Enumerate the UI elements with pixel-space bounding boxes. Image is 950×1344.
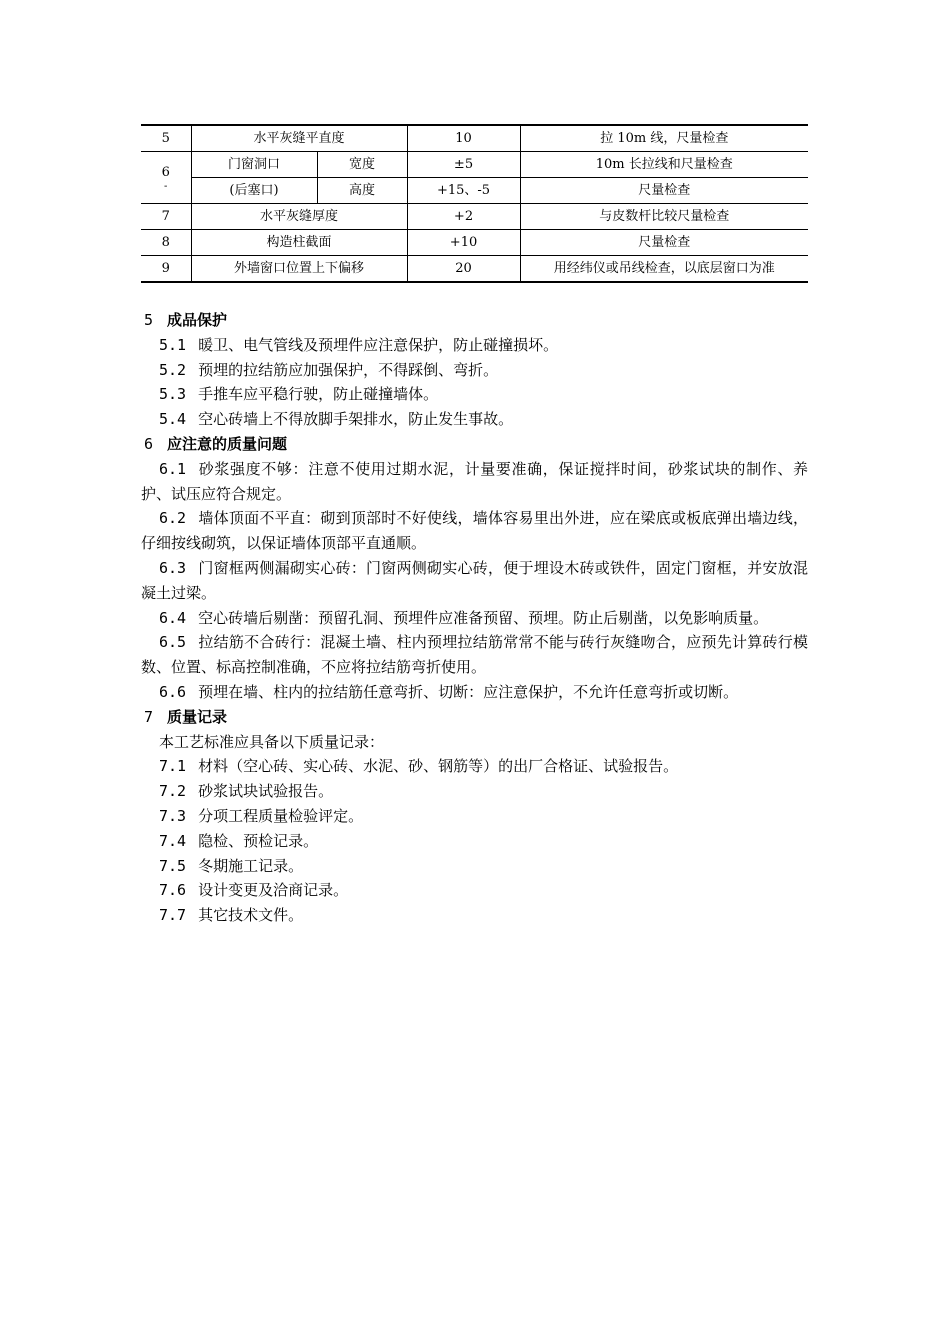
paragraph-7-1: 7.1 材料（空心砖、实心砖、水泥、砂、钢筋等）的出厂合格证、试验报告。 [159,757,679,776]
paragraph-7-intro: 本工艺标准应具备以下质量记录： [159,732,385,751]
paragraph-5-2: 5.2 预埋的拉结筋应加强保护，不得踩倒、弯折。 [159,360,499,379]
check-item: 外墙窗口位置上下偏移 [191,256,407,283]
paragraph-6-4: 6.4 空心砖墙后剔凿：预留孔洞、预埋件应准备预留、预埋。防止后剔凿，以免影响质量。 [159,608,769,627]
tolerance-value: +15、-5 [407,178,520,204]
row-number: 5 [141,125,191,152]
check-item: 门窗洞口 [191,152,317,178]
row-number: 9 [141,256,191,283]
check-item-continued: (后塞口) [191,178,317,204]
row-number-text: 6 [161,164,170,180]
paragraph-6-2: 6.2 墙体顶面不平直：砌到顶部时不好使线，墙体容易里出外进，应在梁底或板底弹出墙边线，仔细按线砌筑，以保证墙体顶部平直通顺。 [141,509,808,553]
paragraph-6-5: 6.5 拉结筋不合砖行：混凝土墙、柱内预埋拉结筋常常不能与砖行灰缝吻合，应预先计算砖行模数、位置、标高控制准确，不应将拉结筋弯折使用。 [141,633,808,677]
check-subitem: 高度 [317,178,407,204]
paragraph-7-3: 7.3 分项工程质量检验评定。 [159,806,364,825]
section-heading-6: 6 应注意的质量问题 [144,434,288,453]
tolerance-value: 20 [407,256,520,283]
check-method: 拉 10m 线，尺量检查 [520,125,808,152]
row-number: 7 [141,204,191,230]
check-item: 水平灰缝厚度 [191,204,407,230]
check-item: 水平灰缝平直度 [191,125,407,152]
paragraph-5-3: 5.3 手推车应平稳行驶，防止碰撞墙体。 [159,385,439,404]
check-method: 用经纬仪或吊线检查，以底层窗口为准 [520,256,808,283]
paragraph-7-4: 7.4 隐检、预检记录。 [159,831,319,850]
paragraph-6-3: 6.3 门窗框两侧漏砌实心砖：门窗两侧砌实心砖，便于埋设木砖或铁件，固定门窗框，并安放混凝土过梁。 [141,558,808,602]
check-method: 尺量检查 [520,230,808,256]
paragraph-5-1: 5.1 暖卫、电气管线及预埋件应注意保护，防止碰撞损坏。 [159,335,559,354]
check-method: 10m 长拉线和尺量检查 [520,152,808,178]
check-subitem: 宽度 [317,152,407,178]
paragraph-6-6: 6.6 预埋在墙、柱内的拉结筋任意弯折、切断：应注意保护，不允许任意弯折或切断。 [159,682,739,701]
tolerance-table [141,124,808,283]
paragraph-7-6: 7.6 设计变更及洽商记录。 [159,881,349,900]
table-row [141,230,808,256]
body-text [141,308,808,928]
table-row [141,256,808,283]
row-number [141,152,191,204]
check-method: 与皮数杆比较尺量检查 [520,204,808,230]
section-heading-5: 5 成品保护 [144,311,228,329]
paragraph-7-2: 7.2 砂浆试块试验报告。 [159,782,334,801]
row-number-dash: - [164,180,168,192]
paragraph-6-1: 6.1 砂浆强度不够：注意不使用过期水泥，计量要准确，保证搅拌时间，砂浆试块的制作、养护、试压应符合规定。 [141,459,808,503]
tolerance-value: +10 [407,230,520,256]
tolerance-value: 10 [407,125,520,152]
check-item: 构造柱截面 [191,230,407,256]
table-row [141,125,808,152]
paragraph-7-5: 7.5 冬期施工记录。 [159,856,304,875]
check-method: 尺量检查 [520,178,808,204]
table-row [141,178,808,204]
paragraph-5-4: 5.4 空心砖墙上不得放脚手架排水，防止发生事故。 [159,410,514,429]
tolerance-value: +2 [407,204,520,230]
tolerance-value: ±5 [407,152,520,178]
row-number: 8 [141,230,191,256]
paragraph-7-7: 7.7 其它技术文件。 [159,906,304,925]
section-heading-7: 7 质量记录 [144,707,228,726]
table-row [141,152,808,178]
table-row [141,204,808,230]
